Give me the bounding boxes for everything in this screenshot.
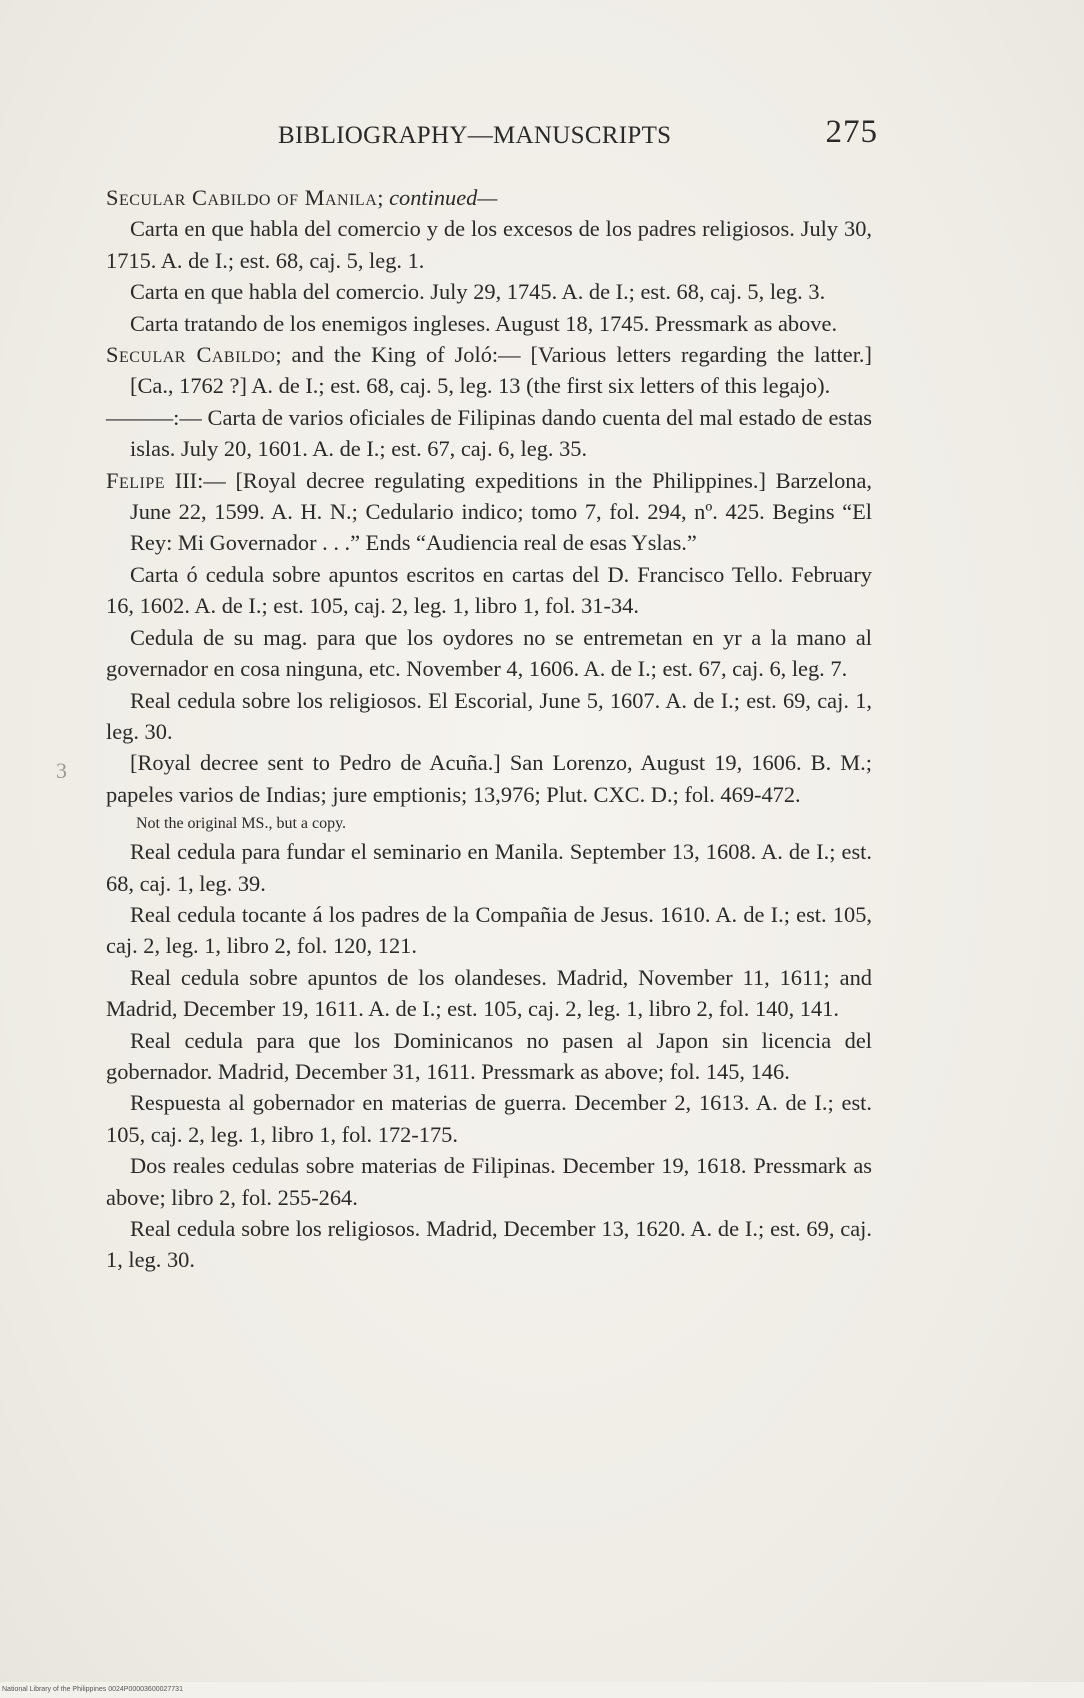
- entry-lead-italic: continued—: [389, 185, 498, 210]
- section-heading: [106, 182, 872, 213]
- entry-lead: Secular Cabildo: [106, 342, 276, 368]
- entry-lead-suffix: ;: [377, 185, 390, 210]
- bibliography-entry: [106, 465, 872, 559]
- bibliography-entry: Dos reales cedulas sobre materias de Filipinas. December 19, 1618. Pressmark as above; libro 2, fol. 255-264.: [106, 1153, 872, 1210]
- entry-text: ; and the King of Joló:— [Various letters regarding the latter.] [Ca., 1762 ?] A. de I.; est. 68, caj. 5, leg. 13 (the first six letters of this legajo).: [130, 342, 872, 399]
- entry-lead: Felipe: [106, 467, 165, 493]
- bibliography-entry: Carta en que habla del comercio y de los excesos de los padres religiosos. July 30, 1715. A. de I.; est. 68, caj. 5, leg. 1.: [106, 216, 872, 273]
- entry-lead: Secular Cabildo of Manila: [106, 185, 378, 210]
- margin-pencil-mark: 3: [56, 758, 67, 783]
- bibliography-entry: Carta ó cedula sobre apuntos escritos en cartas del D. Francisco Tello. February 16, 1602. A. de I.; est. 105, caj. 2, leg. 1, libro 1, fol. 31-34.: [106, 561, 872, 619]
- page-header: [108, 114, 878, 158]
- bibliography-entry: Respuesta al gobernador en materias de guerra. December 2, 1613. A. de I.; est. 105, caj. 2, leg. 1, libro 1, fol. 172-175.: [106, 1090, 872, 1147]
- bibliography-body: [106, 182, 872, 1276]
- bibliography-entry: Real cedula sobre apuntos de los olandeses. Madrid, November 11, 1611; and Madrid, December 19, 1611. A. de I.; est. 105, caj. 2, leg. 1, libro 2, fol. 140, 141.: [106, 964, 872, 1022]
- bibliography-entry: Real cedula para que los Dominicanos no pasen al Japon sin licencia del gobernador. Madrid, December 31, 1611. Pressmark as above; fol. 145, 146.: [106, 1027, 872, 1084]
- entry-note: Not the original MS., but a copy.: [136, 815, 347, 833]
- page-number: 275: [825, 114, 878, 150]
- bibliography-entry: ———:— Carta de varios oficiales de Filipinas dando cuenta del mal estado de estas islas. July 20, 1601. A. de I.; est. 67, caj. 6, leg. 35.: [106, 404, 872, 462]
- bibliography-entry: Cedula de su mag. para que los oydores no se entremetan en yr a la mano al governador en cosa ninguna, etc. November 4, 1606. A. de I.; est. 67, caj. 6, leg. 7.: [106, 624, 872, 682]
- bibliography-entry: Real cedula tocante á los padres de la Compañia de Jesus. 1610. A. de I.; est. 105, caj. 2, leg. 1, libro 2, fol. 120, 121.: [106, 901, 872, 959]
- running-head: BIBLIOGRAPHY—MANUSCRIPTS: [278, 122, 672, 149]
- bibliography-entry: Real cedula sobre los religiosos. El Escorial, June 5, 1607. A. de I.; est. 69, caj. 1, leg. 30.: [106, 687, 872, 744]
- bibliography-entry: Carta en que habla del comercio. July 29, 1745. A. de I.; est. 68, caj. 5, leg. 3.: [130, 279, 826, 305]
- bibliography-entry: [Royal decree sent to Pedro de Acuña.] San Lorenzo, August 19, 1606. B. M.; papeles varios de Indias; jure emptionis; 13,976; Plut. CXC. D.; fol. 469-472.: [106, 750, 872, 807]
- bibliography-entry: Carta tratando de los enemigos ingleses. August 18, 1745. Pressmark as above.: [130, 310, 838, 336]
- bibliography-entry: [106, 339, 872, 402]
- entry-text: III:— [Royal decree regulating expeditions in the Philippines.] Barzelona, June 22, 1599. A. H. N.; Cedulario indico; tomo 7, fol. 294, nº. 425. Begins “El Rey: Mi Governador . . .” Ends “Audiencia real de esas Yslas.”: [130, 467, 872, 556]
- scan-footer: National Library of the Philippines 0024P00003600027731: [0, 1682, 1084, 1698]
- bibliography-entry: Real cedula sobre los religiosos. Madrid, December 13, 1620. A. de I.; est. 69, caj. 1, leg. 30.: [106, 1216, 872, 1273]
- bibliography-entry: Real cedula para fundar el seminario en Manila. September 13, 1608. A. de I.; est. 68, caj. 1, leg. 39.: [106, 839, 872, 896]
